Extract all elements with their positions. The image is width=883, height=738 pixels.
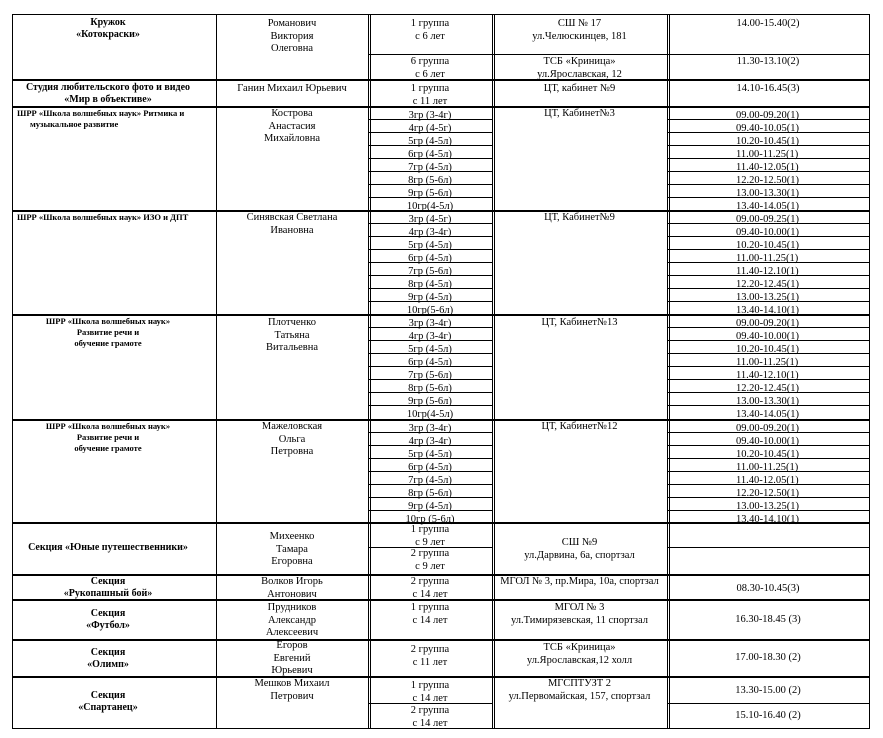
group-label: 9гр (4-5л) (408, 292, 452, 303)
time-text: 15.10-16.40 (2) (735, 710, 801, 721)
group-label: 8гр (5-6л) (408, 488, 452, 499)
group-label: 5гр (4-5л) (408, 136, 452, 147)
place-text: ЦТ, Кабинет№9 (544, 212, 615, 223)
group-label: 9гр (5-6л) (408, 188, 452, 199)
activity-name: Секция «Юные путешественники» (28, 542, 188, 553)
teacher-name: Романович Виктория Олеговна (267, 18, 317, 54)
group-label: 3гр (3-4г) (408, 110, 452, 121)
time-text: 13.00-13.25(1) (736, 292, 799, 303)
group-label: 10гр (5-6л) (405, 514, 455, 525)
group-label: 1 группа с 9 лет (410, 524, 450, 548)
group-label: 5гр (4-5л) (408, 344, 452, 355)
group-label: 6гр (4-5л) (408, 357, 452, 368)
group-label: 4гр (3-4г) (408, 227, 452, 238)
time-text: 13.00-13.30(1) (736, 396, 799, 407)
group-label: 7гр (4-5л) (408, 475, 452, 486)
place-text: СШ № 17 ул.Челюскинцев, 181 (532, 18, 627, 42)
grid-line (12, 14, 13, 729)
time-text: 09.40-10.00(1) (736, 331, 799, 342)
grid-line (12, 640, 870, 641)
time-text: 13.30-15.00 (2) (735, 685, 801, 696)
time-text: 11.00-11.25(1) (736, 149, 799, 160)
activity-name: Секция «Спартанец» (78, 690, 138, 713)
place-text: ЦТ, кабинет №9 (543, 83, 616, 94)
time-text: 09.00-09.20(1) (736, 423, 799, 434)
group-label: 7гр (4-5л) (408, 162, 452, 173)
activity-name: ШРР «Школа волшебных наук» Развитие речи и обучение грамоте (45, 316, 171, 348)
teacher-name: Михеенко Тамара Егоровна (269, 531, 315, 567)
activity-name: Секция «Олимп» (87, 647, 129, 670)
place-text: ТСБ «Криница» ул.Ярославская, 12 (537, 56, 622, 80)
grid-line (869, 14, 870, 729)
teacher-name: Мешков Михаил Петрович (254, 678, 330, 702)
time-text: 13.40-14.05(1) (736, 201, 799, 212)
group-label: 1 группа с 14 лет (410, 680, 450, 704)
time-text: 11.40-12.05(1) (736, 475, 799, 486)
time-text: 09.40-10.00(1) (736, 436, 799, 447)
time-text: 08.30-10.45(3) (736, 583, 800, 594)
grid-line (12, 677, 870, 678)
time-text: 10.20-10.45(1) (736, 344, 799, 355)
group-label: 6 группа с 6 лет (410, 56, 450, 80)
time-text: 09.00-09.20(1) (736, 110, 799, 121)
group-label: 6гр (4-5л) (408, 462, 452, 473)
time-text: 14.00-15.40(2) (736, 18, 800, 29)
time-text: 11.40-12.10(1) (736, 370, 799, 381)
group-label: 4гр (3-4г) (408, 436, 452, 447)
group-label: 4гр (3-4г) (408, 331, 452, 342)
time-text: 10.20-10.45(1) (736, 136, 799, 147)
time-text: 13.00-13.30(1) (736, 188, 799, 199)
time-text: 17.00-18.30 (2) (735, 652, 801, 663)
group-label: 4гр (4-5г) (408, 123, 452, 134)
group-label: 1 группа с 6 лет (410, 18, 450, 42)
time-text: 10.20-10.45(1) (736, 449, 799, 460)
time-text: 12.20-12.45(1) (736, 383, 799, 394)
group-label: 10гр(4-5л) (406, 201, 454, 212)
group-label: 10гр(4-5л) (406, 409, 454, 420)
place-text: ЦТ, Кабинет№12 (541, 421, 618, 432)
group-label: 5гр (4-5л) (408, 240, 452, 251)
activity-name: ШРР «Школа волшебных наук» ИЗО и ДПТ (17, 212, 189, 222)
teacher-name: Кострова Анастасия Михайловна (263, 108, 321, 144)
activity-name: ШРР «Школа волшебных наук» Ритмика и музыкальное развитие (17, 108, 185, 129)
group-label: 10гр(5-6л) (406, 305, 454, 316)
group-label: 7гр (5-6л) (408, 370, 452, 381)
teacher-name: Мажеловская Ольга Петровна (261, 421, 323, 457)
place-text: ЦТ, Кабинет№3 (544, 108, 615, 119)
teacher-name: Плотченко Татьяна Витальевна (265, 317, 319, 353)
group-label: 1 группа с 14 лет (410, 602, 450, 626)
group-label: 1 группа с 11 лет (410, 83, 450, 107)
time-text: 13.40-14.10(1) (736, 514, 799, 525)
time-text: 13.40-14.10(1) (736, 305, 799, 316)
place-text: ТСБ «Криница» ул.Ярославская,12 холл (526, 642, 633, 666)
place-text: ЦТ, Кабинет№13 (541, 317, 618, 328)
group-label: 8гр (5-6л) (408, 383, 452, 394)
grid-line (667, 703, 870, 704)
group-label: 6гр (4-5л) (408, 253, 452, 264)
time-text: 10.20-10.45(1) (736, 240, 799, 251)
group-label: 5гр (4-5л) (408, 449, 452, 460)
grid-line (368, 54, 870, 55)
time-text: 11.40-12.05(1) (736, 162, 799, 173)
activity-name: Секция «Рукопашный бой» (63, 576, 153, 599)
grid-line (667, 547, 870, 548)
place-text: СШ №9 ул.Дарвина, 6а, спортзал (524, 537, 635, 561)
group-label: 3гр (3-4г) (408, 318, 452, 329)
activity-name: Студия любительского фото и видео «Мир в объективе» (25, 82, 191, 105)
teacher-name: Волков Игорь Антонович (261, 576, 323, 600)
place-text: МГОЛ № 3 ул.Тимирязевская, 11 спортзал (510, 602, 649, 626)
group-label: 9гр (5-6л) (408, 396, 452, 407)
time-text: 16.30-18.45 (3) (735, 614, 801, 625)
teacher-name: Прудников Александр Алексеевич (265, 602, 319, 638)
time-text: 13.40-14.05(1) (736, 409, 799, 420)
time-text: 11.00-11.25(1) (736, 253, 799, 264)
group-label: 2 группа с 14 лет (410, 576, 450, 600)
activity-name: Секция «Футбол» (86, 608, 130, 631)
group-label: 2 группа с 11 лет (410, 644, 450, 668)
time-text: 09.00-09.25(1) (736, 214, 799, 225)
teacher-name: Синявская Светлана Ивановна (246, 212, 338, 236)
teacher-name: Егоров Евгений Юрьевич (271, 640, 313, 676)
time-text: 12.20-12.50(1) (736, 175, 799, 186)
group-label: 7гр (5-6л) (408, 266, 452, 277)
time-text: 09.00-09.20(1) (736, 318, 799, 329)
time-text: 11.40-12.10(1) (736, 266, 799, 277)
activity-name: ШРР «Школа волшебных наук» Развитие речи и обучение грамоте (45, 421, 171, 453)
time-text: 09.40-10.05(1) (736, 123, 799, 134)
time-text: 11.30-13.10(2) (736, 56, 800, 67)
time-text: 12.20-12.45(1) (736, 279, 799, 290)
group-label: 3гр (3-4г) (408, 423, 452, 434)
time-text: 09.40-10.00(1) (736, 227, 799, 238)
time-text: 14.10-16.45(3) (736, 83, 800, 94)
teacher-name: Ганин Михаил Юрьевич (237, 83, 347, 94)
group-label: 2 группа с 9 лет (410, 548, 450, 572)
time-text: 11.00-11.25(1) (736, 357, 799, 368)
place-text: МГОЛ № 3, пр.Мира, 10а, спортзал (500, 576, 659, 587)
time-text: 12.20-12.50(1) (736, 488, 799, 499)
time-text: 13.00-13.25(1) (736, 501, 799, 512)
group-label: 6гр (4-5л) (408, 149, 452, 160)
group-label: 8гр (5-6л) (408, 175, 452, 186)
time-text: 11.00-11.25(1) (736, 462, 799, 473)
grid-line (12, 14, 870, 15)
group-label: 8гр (4-5л) (408, 279, 452, 290)
group-label: 2 группа с 14 лет (410, 705, 450, 729)
group-label: 3гр (4-5г) (408, 214, 452, 225)
place-text: МГСПТУЗТ 2 ул.Первомайская, 157, спортзал (508, 678, 651, 702)
group-label: 9гр (4-5л) (408, 501, 452, 512)
activity-name: Кружок «Котокраски» (76, 17, 140, 40)
